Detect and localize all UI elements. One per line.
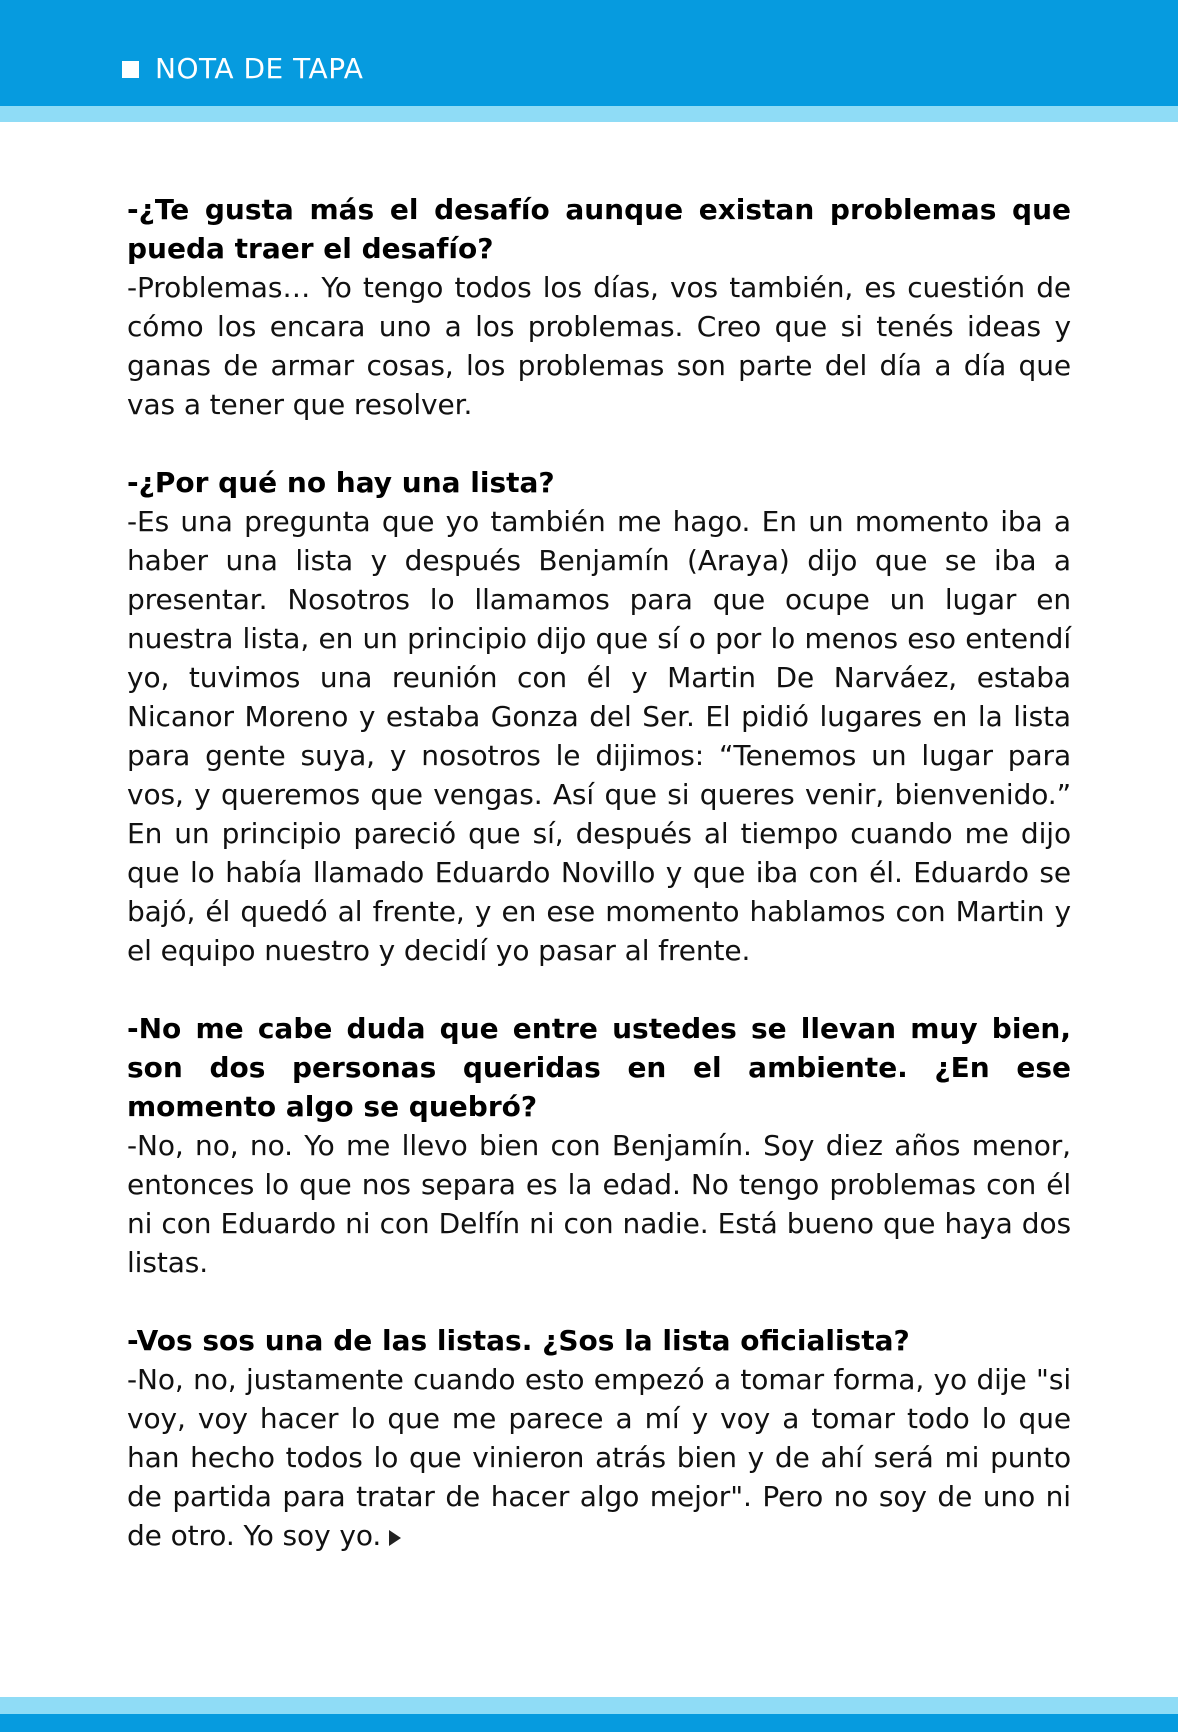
qa-block [127, 463, 1071, 970]
interview-question: -¿Te gusta más el desafío aunque existan problemas que pueda traer el desafío? [127, 193, 1071, 265]
qa-block [127, 1321, 1071, 1555]
footer-accent-stripe [0, 1697, 1178, 1714]
qa-block [127, 1009, 1071, 1282]
interview-answer [127, 1360, 1071, 1555]
interview-question: -Vos sos una de las listas. ¿Sos la lista oficialista? [127, 1324, 910, 1357]
interview-answer: -Problemas… Yo tengo todos los días, vos también, es cuestión de cómo los encara uno a los problemas. Creo que si tenés ideas y ganas de armar cosas, los problemas son parte del día a día que vas a tener que resolver. [127, 271, 1071, 421]
interview-body [127, 190, 1071, 1594]
header-accent-stripe [0, 106, 1178, 122]
interview-answer: -Es una pregunta que yo también me hago. En un momento iba a haber una lista y después Benjamín (Araya) dijo que se iba a presentar. Nosotros lo llamamos para que ocupe un lugar en nuestra lista, en un principio dijo que sí o por lo menos eso entendí yo, tuvimos una reunión con él y Martin De Narváez, estaba Nicanor Moreno y estaba Gonza del Ser. El pidió lugares en la lista para gente suya, y nosotros le dijimos: “Tenemos un lugar para vos, y queremos que vengas. Así que si queres venir, bienvenido.” En un principio pareció que sí, después al tiempo cuando me dijo que lo había llamado Eduardo Novillo y que iba con él. Eduardo se bajó, él quedó al frente, y en ese momento hablamos con Martin y el equipo nuestro y decidí yo pasar al frente. [127, 505, 1071, 967]
interview-answer: -No, no, no. Yo me llevo bien con Benjamín. Soy diez años menor, entonces lo que nos separa es la edad. No tengo problemas con él ni con Eduardo ni con Delfín ni con nadie. Está bueno que haya dos listas. [127, 1129, 1071, 1279]
continue-arrow-icon [389, 1530, 401, 1546]
interview-question: -No me cabe duda que entre ustedes se llevan muy bien, son dos personas queridas en el ambiente. ¿En ese momento algo se quebró? [127, 1012, 1071, 1123]
footer-bar [0, 1714, 1178, 1732]
section-label-text: NOTA DE TAPA [155, 52, 364, 85]
interview-answer-text: -No, no, justamente cuando esto empezó a tomar forma, yo dije "si voy, voy hacer lo que me parece a mí y voy a tomar todo lo que han hecho todos lo que vinieron atrás bien y de ahí será mi punto de partida para tratar de hacer algo mejor". Pero no soy de uno ni de otro. Yo soy yo. [127, 1363, 1071, 1552]
qa-block [127, 190, 1071, 424]
square-bullet-icon [122, 61, 139, 78]
interview-question: -¿Por qué no hay una lista? [127, 466, 555, 499]
section-label [122, 52, 363, 86]
